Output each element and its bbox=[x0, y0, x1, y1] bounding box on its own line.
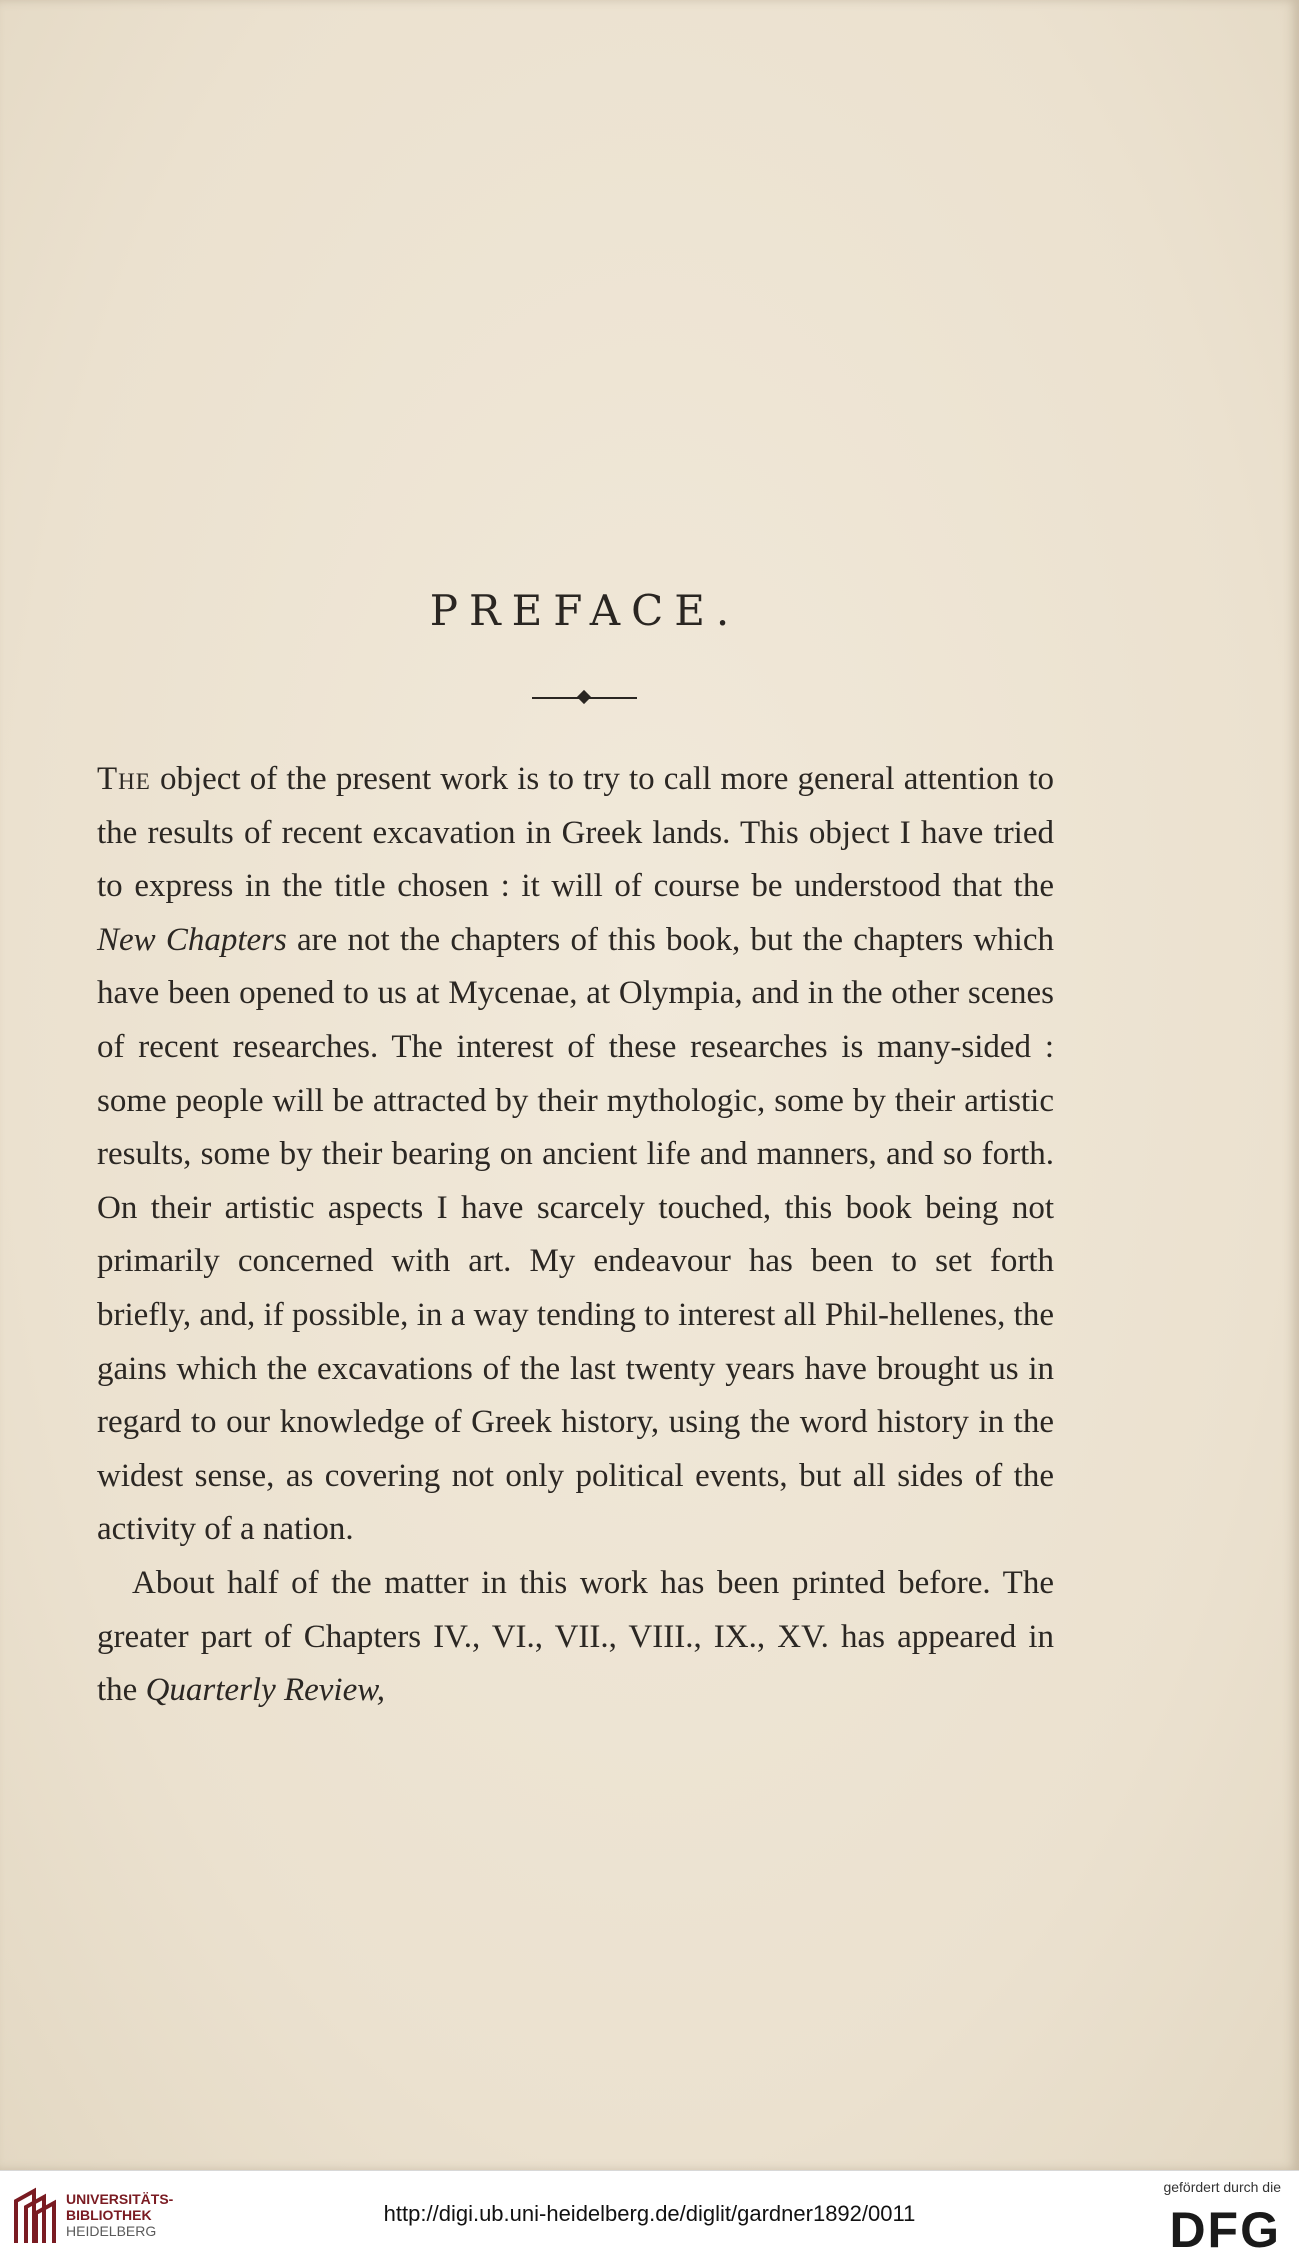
library-line-2: BIBLIOTHEK bbox=[66, 2207, 152, 2223]
paragraph-2-text: About half of the matter in this work has been printed before. The greater part of Chapters IV., VI., VII., VIII., IX., XV. has appeared in the bbox=[97, 1564, 1054, 1709]
paragraph-1 bbox=[97, 753, 1054, 1557]
paragraph-2-italic: Quarterly Review, bbox=[145, 1672, 386, 1709]
preface-body bbox=[97, 753, 1054, 1718]
paragraph-2 bbox=[97, 1557, 1054, 1718]
dfg-logo: DFG bbox=[1169, 2202, 1281, 2258]
library-line-3: HEIDELBERG bbox=[66, 2223, 157, 2239]
funder-caption: gefördert durch die bbox=[1163, 2179, 1281, 2195]
paragraph-1-italic: New Chapters bbox=[97, 921, 287, 958]
permalink-url[interactable]: http://digi.ub.uni-heidelberg.de/diglit/gardner1892/0011 bbox=[383, 2201, 916, 2226]
paragraph-1-text-a: object of the present work is to try to call more general attention to the results of recent excavation in Greek lands. This object I have tried to express in the title chosen : it will of course be understood that the bbox=[97, 761, 1054, 905]
digitization-footer bbox=[0, 2170, 1299, 2264]
paragraph-1-text-b: are not the chapters of this book, but the chapters which have been opened to us at Mycenae, at Olympia, and in the other scenes of recent researches. The interest of these researches is many-sided : some people will be attracted by their mythologic, some by their artistic results, some by their bearing on ancient life and manners, and so forth. On their artistic aspects I have scarcely touched, this book being not primarily concerned with art. My endeavour has been to set forth briefly, and, if possible, in a way tending to interest all Phil-hellenes, the gains which the excavations of the last twenty years have brought us in regard to our knowledge of Greek history, using the word history in the widest sense, as covering not only political events, but all sides of the activity of a nation. bbox=[97, 921, 1054, 1548]
paragraph-lead-word: The bbox=[97, 761, 151, 797]
divider-ornament-icon bbox=[577, 690, 591, 704]
library-line-1: UNIVERSITÄTS- bbox=[66, 2191, 174, 2207]
page-title: PREFACE. bbox=[429, 586, 741, 635]
